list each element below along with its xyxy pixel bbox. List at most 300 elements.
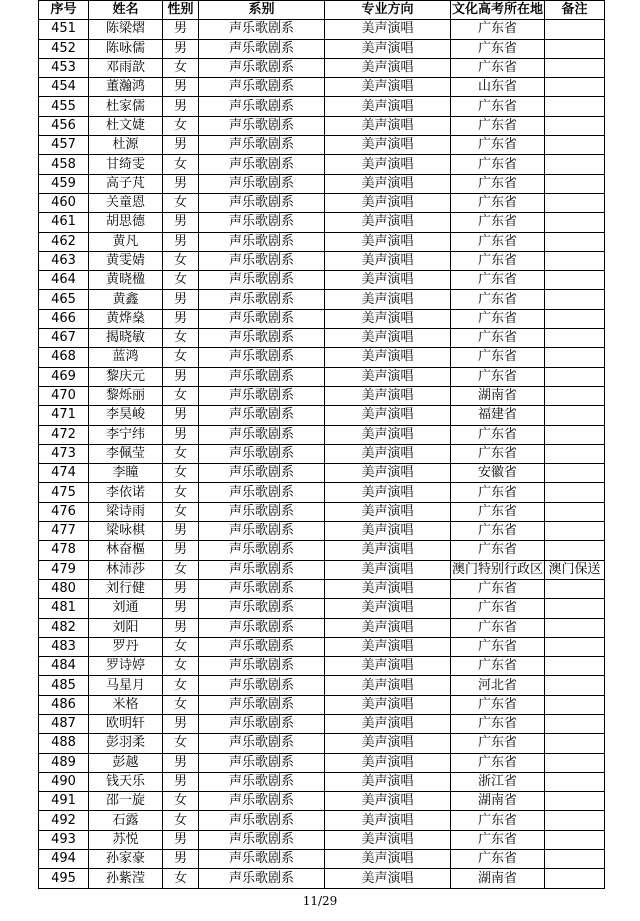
cell-remarks (545, 714, 605, 733)
cell-name: 胡思德 (89, 213, 163, 232)
cell-major: 美声演唱 (325, 657, 451, 676)
cell-gender: 男 (163, 39, 199, 58)
cell-gender: 男 (163, 599, 199, 618)
cell-index: 471 (39, 406, 89, 425)
cell-remarks (545, 869, 605, 888)
cell-major: 美声演唱 (325, 792, 451, 811)
table-row (39, 425, 605, 444)
cell-department: 声乐歌剧系 (199, 772, 325, 791)
cell-gender: 男 (163, 213, 199, 232)
cell-index: 468 (39, 348, 89, 367)
cell-department: 声乐歌剧系 (199, 522, 325, 541)
cell-name: 刘阳 (89, 618, 163, 637)
cell-department: 声乐歌剧系 (199, 869, 325, 888)
table-row (39, 20, 605, 39)
cell-remarks (545, 20, 605, 39)
page-number: 11/29 (302, 894, 338, 908)
cell-department: 声乐歌剧系 (199, 541, 325, 560)
cell-index: 472 (39, 425, 89, 444)
cell-exam-location: 福建省 (451, 406, 545, 425)
cell-gender: 女 (163, 734, 199, 753)
cell-remarks (545, 193, 605, 212)
cell-name: 苏悦 (89, 830, 163, 849)
cell-gender: 女 (163, 116, 199, 135)
table-row (39, 348, 605, 367)
table-row (39, 136, 605, 155)
cell-major: 美声演唱 (325, 425, 451, 444)
table-row (39, 502, 605, 521)
cell-remarks (545, 155, 605, 174)
cell-name: 李依诺 (89, 483, 163, 502)
cell-exam-location: 广东省 (451, 599, 545, 618)
table-row (39, 309, 605, 328)
cell-major: 美声演唱 (325, 772, 451, 791)
cell-name: 黄雯婧 (89, 251, 163, 270)
cell-exam-location: 广东省 (451, 348, 545, 367)
cell-exam-location: 广东省 (451, 695, 545, 714)
cell-department: 声乐歌剧系 (199, 155, 325, 174)
table-row (39, 618, 605, 637)
cell-exam-location: 湖南省 (451, 386, 545, 405)
cell-exam-location: 广东省 (451, 116, 545, 135)
cell-major: 美声演唱 (325, 116, 451, 135)
cell-remarks (545, 386, 605, 405)
table-row (39, 637, 605, 656)
cell-major: 美声演唱 (325, 78, 451, 97)
table-row (39, 386, 605, 405)
cell-department: 声乐歌剧系 (199, 753, 325, 772)
cell-remarks (545, 174, 605, 193)
cell-major: 美声演唱 (325, 637, 451, 656)
table-row (39, 58, 605, 77)
cell-major: 美声演唱 (325, 483, 451, 502)
cell-name: 黄晓楹 (89, 271, 163, 290)
header-exam-location: 文化高考所在地 (451, 1, 545, 20)
cell-gender: 男 (163, 136, 199, 155)
cell-remarks (545, 522, 605, 541)
cell-remarks (545, 136, 605, 155)
table-row (39, 329, 605, 348)
cell-remarks (545, 329, 605, 348)
table-row (39, 792, 605, 811)
cell-major: 美声演唱 (325, 753, 451, 772)
cell-remarks (545, 502, 605, 521)
cell-name: 蓝鸿 (89, 348, 163, 367)
cell-department: 声乐歌剧系 (199, 78, 325, 97)
cell-major: 美声演唱 (325, 193, 451, 212)
table-row (39, 657, 605, 676)
cell-remarks (545, 464, 605, 483)
cell-remarks (545, 232, 605, 251)
cell-name: 杜源 (89, 136, 163, 155)
cell-remarks (545, 78, 605, 97)
cell-name: 黄凡 (89, 232, 163, 251)
table-row (39, 869, 605, 888)
cell-gender: 女 (163, 657, 199, 676)
table-row (39, 734, 605, 753)
cell-index: 480 (39, 579, 89, 598)
cell-name: 石露 (89, 811, 163, 830)
cell-gender: 女 (163, 676, 199, 695)
cell-name: 揭晓敏 (89, 329, 163, 348)
cell-department: 声乐歌剧系 (199, 329, 325, 348)
cell-name: 邓雨歆 (89, 58, 163, 77)
cell-index: 466 (39, 309, 89, 328)
table-row (39, 811, 605, 830)
cell-name: 梁咏棋 (89, 522, 163, 541)
cell-gender: 男 (163, 850, 199, 869)
cell-name: 梁诗雨 (89, 502, 163, 521)
cell-index: 479 (39, 560, 89, 579)
cell-remarks (545, 753, 605, 772)
cell-major: 美声演唱 (325, 579, 451, 598)
cell-major: 美声演唱 (325, 251, 451, 270)
cell-gender: 男 (163, 97, 199, 116)
cell-index: 482 (39, 618, 89, 637)
cell-department: 声乐歌剧系 (199, 560, 325, 579)
cell-name: 欧明轩 (89, 714, 163, 733)
cell-department: 声乐歌剧系 (199, 811, 325, 830)
cell-department: 声乐歌剧系 (199, 483, 325, 502)
cell-index: 493 (39, 830, 89, 849)
cell-exam-location: 山东省 (451, 78, 545, 97)
cell-major: 美声演唱 (325, 444, 451, 463)
table-row (39, 599, 605, 618)
table-row (39, 213, 605, 232)
cell-exam-location: 广东省 (451, 367, 545, 386)
cell-name: 黎庆元 (89, 367, 163, 386)
header-name: 姓名 (89, 1, 163, 20)
cell-major: 美声演唱 (325, 309, 451, 328)
table-row (39, 251, 605, 270)
table-row (39, 772, 605, 791)
cell-exam-location: 广东省 (451, 155, 545, 174)
table-row (39, 464, 605, 483)
cell-exam-location: 广东省 (451, 850, 545, 869)
cell-name: 李昊峻 (89, 406, 163, 425)
cell-index: 473 (39, 444, 89, 463)
cell-name: 罗诗婷 (89, 657, 163, 676)
cell-department: 声乐歌剧系 (199, 20, 325, 39)
cell-index: 488 (39, 734, 89, 753)
table-row (39, 174, 605, 193)
cell-major: 美声演唱 (325, 714, 451, 733)
cell-remarks (545, 425, 605, 444)
cell-department: 声乐歌剧系 (199, 618, 325, 637)
cell-gender: 女 (163, 251, 199, 270)
cell-exam-location: 广东省 (451, 522, 545, 541)
cell-index: 459 (39, 174, 89, 193)
header-index: 序号 (39, 1, 89, 20)
cell-gender: 男 (163, 522, 199, 541)
cell-name: 彭越 (89, 753, 163, 772)
cell-exam-location: 广东省 (451, 541, 545, 560)
cell-name: 钱天乐 (89, 772, 163, 791)
cell-department: 声乐歌剧系 (199, 251, 325, 270)
table-row (39, 406, 605, 425)
cell-department: 声乐歌剧系 (199, 116, 325, 135)
cell-major: 美声演唱 (325, 599, 451, 618)
cell-exam-location: 安徽省 (451, 464, 545, 483)
cell-index: 456 (39, 116, 89, 135)
table-row (39, 367, 605, 386)
cell-major: 美声演唱 (325, 618, 451, 637)
cell-index: 494 (39, 850, 89, 869)
table-row (39, 676, 605, 695)
table-row (39, 714, 605, 733)
cell-major: 美声演唱 (325, 850, 451, 869)
cell-name: 米格 (89, 695, 163, 714)
cell-gender: 女 (163, 464, 199, 483)
cell-gender: 女 (163, 386, 199, 405)
header-major: 专业方向 (325, 1, 451, 20)
cell-index: 485 (39, 676, 89, 695)
cell-remarks (545, 657, 605, 676)
cell-gender: 女 (163, 483, 199, 502)
cell-exam-location: 广东省 (451, 753, 545, 772)
cell-exam-location: 广东省 (451, 714, 545, 733)
cell-index: 491 (39, 792, 89, 811)
cell-major: 美声演唱 (325, 232, 451, 251)
cell-department: 声乐歌剧系 (199, 599, 325, 618)
cell-exam-location: 广东省 (451, 39, 545, 58)
table-row (39, 116, 605, 135)
header-department: 系别 (199, 1, 325, 20)
cell-name: 黎烁丽 (89, 386, 163, 405)
cell-exam-location: 广东省 (451, 444, 545, 463)
cell-major: 美声演唱 (325, 695, 451, 714)
cell-department: 声乐歌剧系 (199, 425, 325, 444)
cell-index: 487 (39, 714, 89, 733)
cell-department: 声乐歌剧系 (199, 193, 325, 212)
cell-index: 474 (39, 464, 89, 483)
cell-gender: 女 (163, 193, 199, 212)
cell-gender: 男 (163, 830, 199, 849)
cell-exam-location: 广东省 (451, 97, 545, 116)
cell-name: 林沛莎 (89, 560, 163, 579)
cell-department: 声乐歌剧系 (199, 657, 325, 676)
table-row (39, 97, 605, 116)
table-row (39, 290, 605, 309)
cell-gender: 女 (163, 329, 199, 348)
table-header-row (39, 1, 605, 20)
cell-index: 481 (39, 599, 89, 618)
cell-exam-location: 广东省 (451, 637, 545, 656)
cell-gender: 男 (163, 579, 199, 598)
table-row (39, 232, 605, 251)
cell-remarks (545, 251, 605, 270)
cell-gender: 男 (163, 309, 199, 328)
cell-name: 黄鑫 (89, 290, 163, 309)
cell-remarks (545, 290, 605, 309)
cell-index: 457 (39, 136, 89, 155)
cell-gender: 男 (163, 714, 199, 733)
cell-remarks (545, 599, 605, 618)
cell-name: 李瞳 (89, 464, 163, 483)
cell-department: 声乐歌剧系 (199, 406, 325, 425)
cell-exam-location: 广东省 (451, 502, 545, 521)
cell-index: 476 (39, 502, 89, 521)
cell-major: 美声演唱 (325, 502, 451, 521)
cell-gender: 女 (163, 695, 199, 714)
cell-exam-location: 湖南省 (451, 792, 545, 811)
cell-remarks (545, 734, 605, 753)
cell-name: 林奋樞 (89, 541, 163, 560)
cell-remarks (545, 695, 605, 714)
table-row (39, 830, 605, 849)
cell-exam-location: 广东省 (451, 483, 545, 502)
cell-index: 461 (39, 213, 89, 232)
cell-major: 美声演唱 (325, 560, 451, 579)
cell-gender: 女 (163, 637, 199, 656)
cell-gender: 男 (163, 618, 199, 637)
cell-department: 声乐歌剧系 (199, 309, 325, 328)
cell-remarks (545, 348, 605, 367)
cell-remarks (545, 58, 605, 77)
cell-gender: 男 (163, 753, 199, 772)
cell-major: 美声演唱 (325, 676, 451, 695)
cell-major: 美声演唱 (325, 348, 451, 367)
cell-index: 486 (39, 695, 89, 714)
cell-index: 470 (39, 386, 89, 405)
cell-remarks (545, 483, 605, 502)
cell-remarks (545, 271, 605, 290)
table-row (39, 271, 605, 290)
cell-remarks (545, 406, 605, 425)
cell-remarks (545, 811, 605, 830)
cell-department: 声乐歌剧系 (199, 386, 325, 405)
cell-department: 声乐歌剧系 (199, 97, 325, 116)
cell-department: 声乐歌剧系 (199, 348, 325, 367)
cell-exam-location: 广东省 (451, 734, 545, 753)
cell-department: 声乐歌剧系 (199, 714, 325, 733)
cell-major: 美声演唱 (325, 290, 451, 309)
cell-gender: 男 (163, 541, 199, 560)
cell-gender: 男 (163, 232, 199, 251)
cell-exam-location: 河北省 (451, 676, 545, 695)
table-row (39, 753, 605, 772)
table-row (39, 483, 605, 502)
cell-index: 462 (39, 232, 89, 251)
cell-major: 美声演唱 (325, 367, 451, 386)
cell-index: 463 (39, 251, 89, 270)
cell-index: 455 (39, 97, 89, 116)
cell-major: 美声演唱 (325, 58, 451, 77)
cell-major: 美声演唱 (325, 271, 451, 290)
cell-exam-location: 广东省 (451, 251, 545, 270)
cell-major: 美声演唱 (325, 97, 451, 116)
cell-gender: 女 (163, 444, 199, 463)
cell-name: 黄烨燊 (89, 309, 163, 328)
cell-exam-location: 湖南省 (451, 869, 545, 888)
cell-name: 杜家儒 (89, 97, 163, 116)
cell-gender: 女 (163, 155, 199, 174)
cell-exam-location: 广东省 (451, 579, 545, 598)
cell-department: 声乐歌剧系 (199, 39, 325, 58)
cell-name: 孙家豪 (89, 850, 163, 869)
cell-gender: 男 (163, 290, 199, 309)
cell-major: 美声演唱 (325, 386, 451, 405)
cell-department: 声乐歌剧系 (199, 213, 325, 232)
cell-gender: 女 (163, 271, 199, 290)
table-row (39, 193, 605, 212)
cell-index: 489 (39, 753, 89, 772)
cell-name: 邵一旋 (89, 792, 163, 811)
cell-index: 454 (39, 78, 89, 97)
cell-gender: 男 (163, 367, 199, 386)
cell-name: 马星月 (89, 676, 163, 695)
cell-remarks (545, 367, 605, 386)
cell-remarks (545, 676, 605, 695)
cell-index: 464 (39, 271, 89, 290)
cell-name: 刘通 (89, 599, 163, 618)
cell-major: 美声演唱 (325, 830, 451, 849)
cell-gender: 女 (163, 560, 199, 579)
cell-remarks: 澳门保送 (545, 560, 605, 579)
cell-name: 董瀚鸿 (89, 78, 163, 97)
cell-exam-location: 广东省 (451, 811, 545, 830)
cell-gender: 女 (163, 811, 199, 830)
cell-exam-location: 广东省 (451, 58, 545, 77)
cell-exam-location: 广东省 (451, 309, 545, 328)
cell-major: 美声演唱 (325, 464, 451, 483)
cell-name: 陈梁熠 (89, 20, 163, 39)
cell-major: 美声演唱 (325, 155, 451, 174)
table-row (39, 39, 605, 58)
table-row (39, 560, 605, 579)
table-row (39, 444, 605, 463)
cell-name: 彭羽柔 (89, 734, 163, 753)
cell-index: 452 (39, 39, 89, 58)
cell-exam-location: 广东省 (451, 425, 545, 444)
cell-major: 美声演唱 (325, 329, 451, 348)
cell-department: 声乐歌剧系 (199, 502, 325, 521)
cell-index: 475 (39, 483, 89, 502)
cell-exam-location: 广东省 (451, 232, 545, 251)
cell-exam-location: 广东省 (451, 174, 545, 193)
cell-name: 杜文婕 (89, 116, 163, 135)
cell-exam-location: 广东省 (451, 136, 545, 155)
cell-name: 高子芃 (89, 174, 163, 193)
cell-gender: 男 (163, 425, 199, 444)
cell-remarks (545, 444, 605, 463)
cell-index: 490 (39, 772, 89, 791)
cell-gender: 男 (163, 78, 199, 97)
cell-index: 467 (39, 329, 89, 348)
cell-remarks (545, 579, 605, 598)
cell-exam-location: 广东省 (451, 193, 545, 212)
cell-exam-location: 广东省 (451, 657, 545, 676)
cell-index: 495 (39, 869, 89, 888)
cell-gender: 男 (163, 174, 199, 193)
cell-remarks (545, 772, 605, 791)
cell-remarks (545, 213, 605, 232)
cell-major: 美声演唱 (325, 811, 451, 830)
table-row (39, 850, 605, 869)
cell-name: 李宁纬 (89, 425, 163, 444)
cell-major: 美声演唱 (325, 541, 451, 560)
student-roster-table (38, 0, 605, 889)
cell-exam-location: 广东省 (451, 213, 545, 232)
cell-name: 陈咏儒 (89, 39, 163, 58)
cell-index: 453 (39, 58, 89, 77)
cell-exam-location: 广东省 (451, 290, 545, 309)
cell-department: 声乐歌剧系 (199, 579, 325, 598)
table-row (39, 541, 605, 560)
table-row (39, 579, 605, 598)
cell-gender: 男 (163, 772, 199, 791)
table-row (39, 78, 605, 97)
